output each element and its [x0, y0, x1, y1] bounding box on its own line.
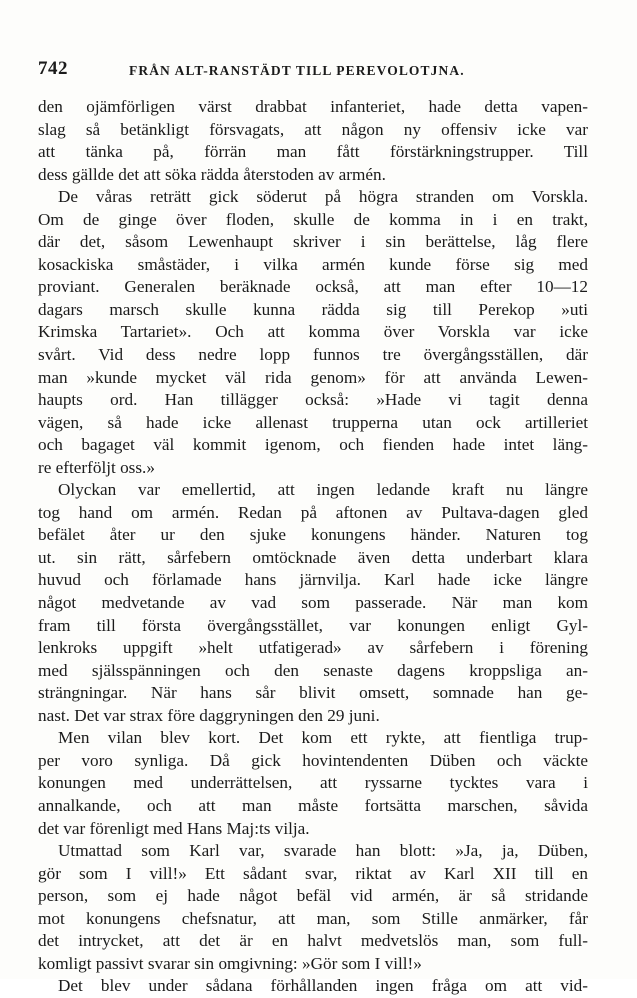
text-line: huvud och förlamade hans järnvilja. Karl hade icke längre	[38, 570, 588, 590]
text-line: kosackiska småstäder, i vilka armén kunde förse sig med	[38, 254, 588, 274]
text-line: vägen, så hade icke allenast trupperna utan ock artilleriet	[38, 412, 588, 432]
text-line: där det, såsom Lewenhaupt skriver i sin berättelse, låg flere	[38, 232, 588, 252]
text-line: Det blev under sådana förhållanden ingen fråga om att vid-	[58, 976, 588, 996]
text-line: med själsspänningen och den senaste dagens kroppsliga an-	[38, 660, 588, 680]
text-line: haupts ord. Han tillägger också: »Hade vi tagit denna	[38, 390, 588, 410]
text-line: person, som ej hade något befäl vid armén, är så stridande	[38, 886, 588, 906]
text-line: re efterföljt oss.»	[38, 457, 155, 477]
running-head: FRÅN ALT-RANSTÄDT TILL PEREVOLOTJNA.	[129, 63, 465, 78]
body-text	[38, 96, 588, 998]
text-line: man »kunde mycket väl rida genom» för att använda Lewen-	[38, 367, 588, 387]
text-line: Men vilan blev kort. Det kom ett rykte, att fientliga trup-	[58, 728, 588, 748]
text-line: lenkroks uppgift »helt utfatigerad» av sårfebern i förening	[38, 638, 588, 658]
text-line: tog hand om armén. Redan på aftonen av Pultava-dagen gled	[38, 502, 588, 522]
text-line: nast. Det var strax före daggryningen den 29 juni.	[38, 705, 380, 725]
text-line: mot konungens chefsnatur, att man, som Stille anmärker, får	[38, 908, 588, 928]
text-line: det intrycket, att det är en halvt medvetslös man, som full-	[38, 931, 588, 951]
text-line: och bagaget väl kommit igenom, och fienden hade intet läng-	[38, 435, 588, 455]
text-line: proviant. Generalen beräknade också, att man efter 10—12	[38, 277, 588, 297]
page-number: 742	[38, 58, 68, 79]
text-line: strängningar. När hans sår blivit omsett, somnade han ge-	[38, 683, 588, 703]
text-line: fram till första övergångsstället, var konungen enligt Gyl-	[38, 615, 588, 635]
text-line: slag så betänkligt försvagats, att någon ny offensiv icke var	[38, 119, 588, 139]
text-line: dess gällde det att söka rädda återstoden av armén.	[38, 164, 386, 184]
text-line: det var förenligt med Hans Maj:ts vilja.	[38, 818, 310, 838]
text-line: konungen med underrättelsen, att ryssarne tycktes vara i	[38, 773, 588, 793]
page-header	[38, 58, 598, 82]
text-line: gör som I vill!» Ett sådant svar, riktat av Karl XII till en	[38, 863, 588, 883]
text-line: Krimska Tartariet». Och att komma över Vorskla var icke	[38, 322, 588, 342]
text-line: annalkande, och att man måste fortsätta marschen, såvida	[38, 795, 588, 815]
text-line: Utmattad som Karl var, svarade han blott: »Ja, ja, Düben,	[58, 841, 588, 861]
text-line: att tänka på, förrän man fått förstärkningstrupper. Till	[38, 142, 588, 162]
text-line: något medvetande av vad som passerade. När man kom	[38, 593, 588, 613]
text-line: De våras reträtt gick söderut på högra stranden om Vorskla.	[58, 187, 588, 207]
text-line: dagars marsch skulle kunna rädda sig till Perekop »uti	[38, 299, 588, 319]
text-line: svårt. Vid dess nedre lopp funnos tre övergångsställen, där	[38, 345, 588, 365]
text-line: per voro synliga. Då gick hovintendenten Düben och väckte	[38, 750, 588, 770]
text-line: Om de ginge över floden, skulle de komma in i en trakt,	[38, 209, 588, 229]
text-line: Olyckan var emellertid, att ingen ledande kraft nu längre	[58, 480, 588, 500]
text-line: den ojämförligen värst drabbat infanteriet, hade detta vapen-	[38, 97, 588, 116]
text-line: befälet åter ur den sjuke konungens händer. Naturen tog	[38, 525, 588, 545]
text-line: ut. sin rätt, sårfebern omtöcknade även detta underbart klara	[38, 547, 588, 567]
text-line: komligt passivt svarar sin omgivning: »Gör som I vill!»	[38, 953, 422, 973]
